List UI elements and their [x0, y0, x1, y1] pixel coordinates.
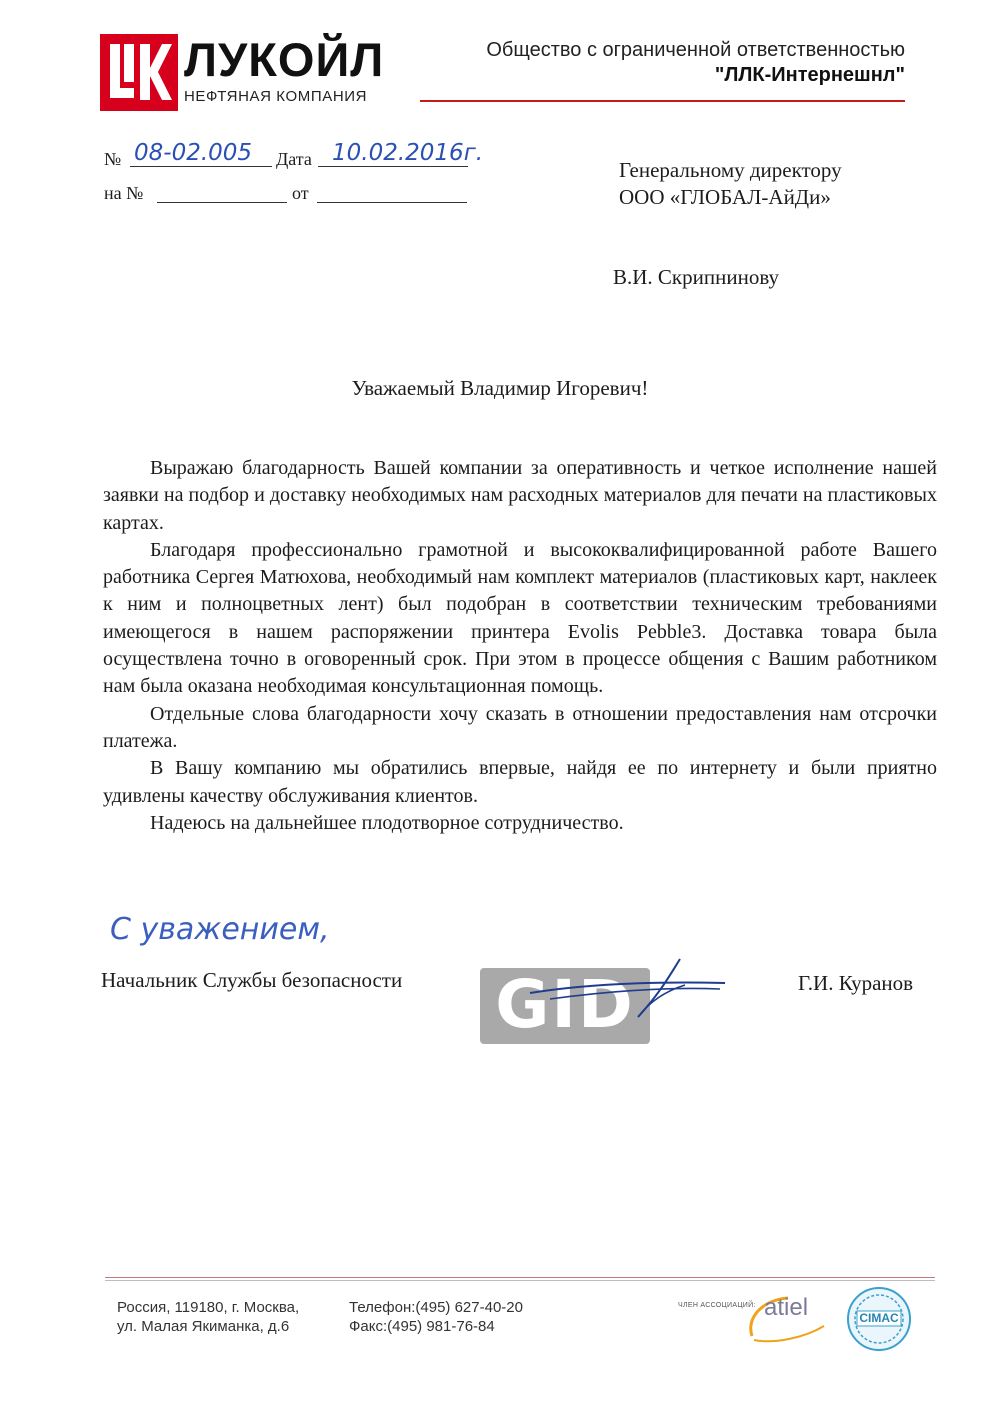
addressee-name: В.И. Скрипнинову: [613, 265, 780, 289]
in-reply-label: на №: [104, 183, 144, 203]
paragraph-4: В Вашу компанию мы обратились впервые, найдя ее по интернету и были приятно удивлены качеству обслуживания клиентов.: [103, 757, 937, 807]
paragraph-5: Надеюсь на дальнейшее плодотворное сотрудничество.: [150, 811, 624, 834]
gid-stamp-text: GID: [495, 966, 635, 1043]
handwritten-regards: С уважением,: [110, 912, 330, 947]
lukoil-logo-subtitle: НЕФТЯНАЯ КОМПАНИЯ: [184, 88, 368, 105]
date-underline: [318, 166, 468, 167]
number-underline: [130, 166, 272, 167]
footer-divider: [105, 1277, 935, 1278]
signer-name: Г.И. Куранов: [798, 971, 914, 995]
paragraph-3: Отдельные слова благодарности хочу сказать в отношении предоставления нам отсрочки платежа.: [103, 702, 937, 752]
from-label: от: [292, 183, 309, 203]
number-label: №: [104, 149, 122, 169]
addressee-company: ООО «ГЛОБАЛ-АйДи»: [619, 185, 831, 209]
outgoing-date: 10.02.2016г.: [332, 140, 484, 166]
in-reply-underline: [157, 202, 287, 203]
atiel-logo: [744, 1292, 834, 1348]
org-name: "ЛЛК-Интернешнл": [714, 64, 905, 86]
member-label: ЧЛЕН АССОЦИАЦИЙ:: [678, 1302, 756, 1309]
cimac-wordmark: CIMAC: [859, 1311, 899, 1325]
footer-phone: Телефон:(495) 627-40-20: [349, 1299, 523, 1316]
atiel-wordmark: atiel: [764, 1294, 809, 1321]
from-underline: [317, 202, 467, 203]
lukoil-emblem-icon: [100, 34, 178, 111]
footer-fax: Факс:(495) 981-76-84: [349, 1318, 495, 1335]
footer-address-line2: ул. Малая Якиманка, д.6: [117, 1318, 290, 1335]
letter-body: [103, 455, 937, 837]
footer-divider-secondary: [105, 1280, 935, 1281]
paragraph-1: Выражаю благодарность Вашей компании за оперативность и четкое исполнение нашей заявки на подбор и доставку необходимых нам расходных материалов для печати на пластиковых картах.: [103, 457, 937, 534]
cimac-logo: [846, 1286, 912, 1352]
lukoil-logo-mark: [100, 34, 178, 111]
header-divider: [420, 100, 905, 102]
footer-address-line1: Россия, 119180, г. Москва,: [117, 1299, 300, 1316]
paragraph-2: Благодаря профессионально грамотной и высококвалифицированной работе Вашего работника Сергея Матюхова, необходимый нам комплект материалов (пластиковых карт, наклеек к ним и полноцветных лент) был подобран в соответствии техническим требованиями имеющегося в нашем распоряжении принтера Evolis Pebble3. Доставка товара была осуществлена точно в оговоренный срок. При этом в процессе общения с Вашим работником нам была оказана необходимая консультационная помощь.: [103, 538, 937, 698]
outgoing-number: 08-02.005: [134, 140, 253, 166]
addressee-position: Генеральному директору: [619, 158, 842, 182]
signer-position: Начальник Службы безопасности: [101, 968, 403, 992]
salutation: Уважаемый Владимир Игоревич!: [351, 376, 649, 400]
lukoil-logo-word: ЛУКОЙЛ: [184, 33, 385, 86]
org-form: Общество с ограниченной ответственностью: [486, 39, 905, 61]
signature-scribble-icon: [520, 955, 740, 1025]
date-label: Дата: [276, 149, 312, 169]
